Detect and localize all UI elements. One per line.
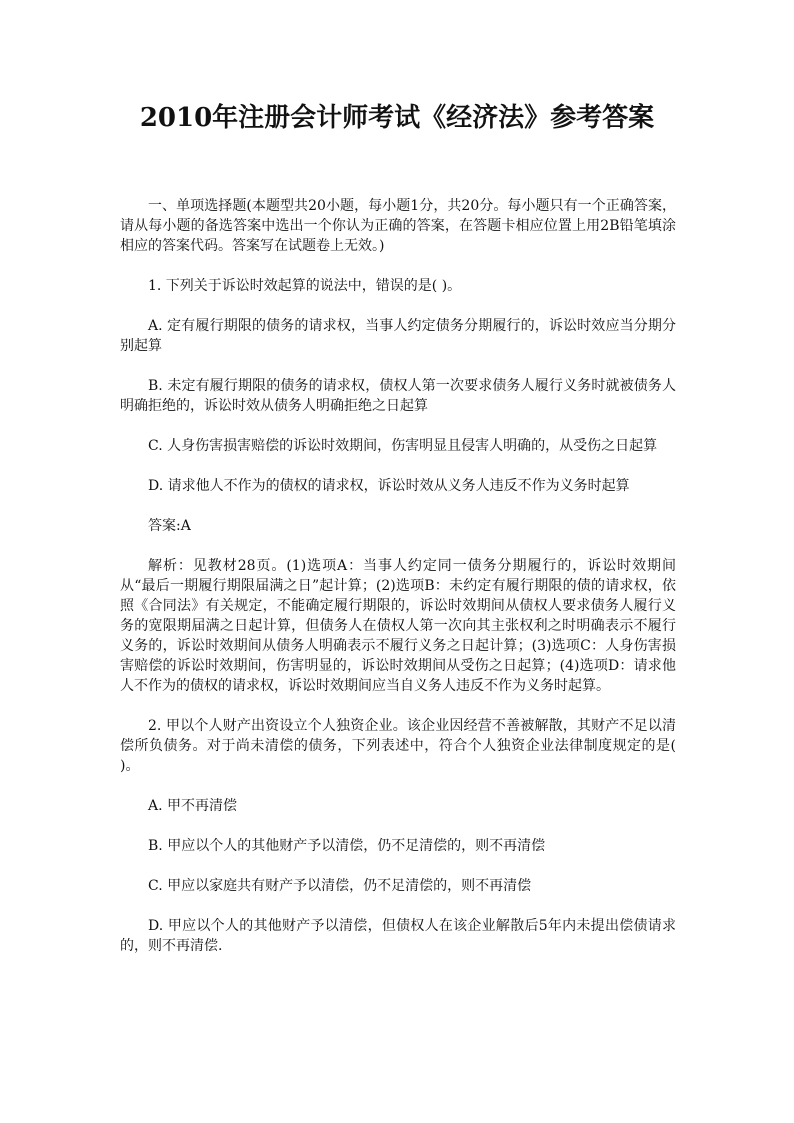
question-1-explanation: 解析：见教材28页。(1)选项A：当事人约定同一债务分期履行的，诉讼时效期间从“最后一期履行期限届满之日”起计算；(2)选项B：未约定有履行期限的债的请求权，依照《合同法》有关规定，不能确定履行期限的，诉讼时效期间从债权人要求债务人履行义务的宽限期届满之日起计算，但债务人在债权人第一次向其主张权利之时明确表示不履行义务的，诉讼时效期间从债务人明确表示不履行义务之日起计算；(3)选项C：人身伤害损害赔偿的诉讼时效期间，伤害明显的，诉讼时效期间从受伤之日起算；(4)选项D：请求他人不作为的债权的请求权，诉讼时效期间应当自义务人违反不作为义务时起算。 [120,558,676,694]
question-1-option-c: C. 人身伤害损害赔偿的诉讼时效期间，伤害明显且侵害人明确的，从受伤之日起算 [148,438,658,454]
page-title: 2010年注册会计师考试《经济法》参考答案 [139,103,655,133]
question-1: 1. 下列关于诉讼时效起算的说法中，错误的是( )。 [148,278,462,294]
question-1-option-b: B. 未定有履行期限的债务的请求权，债权人第一次要求债务人履行义务时就被债务人明确拒绝的，诉讼时效从债务人明确拒绝之日起算 [120,378,676,414]
question-1-option-a: A. 定有履行期限的债务的请求权，当事人约定债务分期履行的，诉讼时效应当分期分别起算 [120,318,676,354]
question-2: 2. 甲以个人财产出资设立个人独资企业。该企业因经营不善被解散，其财产不足以清偿所负债务。对于尚未清偿的债务，下列表述中，符合个人独资企业法律制度规定的是( )。 [120,718,676,774]
question-2-option-b: B. 甲应以个人的其他财产予以清偿，仍不足清偿的，则不再清偿 [148,838,546,854]
question-1-answer: 答案:A [148,518,191,534]
document-body [120,196,676,976]
section-heading-single-choice: 一、单项选择题(本题型共20小题，每小题1分，共20分。每小题只有一个正确答案，请从每小题的备选答案中选出一个你认为正确的答案，在答题卡相应位置上用2B铅笔填涂相应的答案代码。答案写在试题卷上无效。) [120,198,676,254]
question-2-option-a: A. 甲不再清偿 [148,798,238,814]
question-1-option-d: D. 请求他人不作为的债权的请求权，诉讼时效从义务人违反不作为义务时起算 [148,478,630,494]
question-2-option-d: D. 甲应以个人的其他财产予以清偿，但债权人在该企业解散后5年内未提出偿债请求的，则不再清偿. [120,918,676,954]
question-2-option-c: C. 甲应以家庭共有财产予以清偿，仍不足清偿的，则不再清偿 [148,878,532,894]
